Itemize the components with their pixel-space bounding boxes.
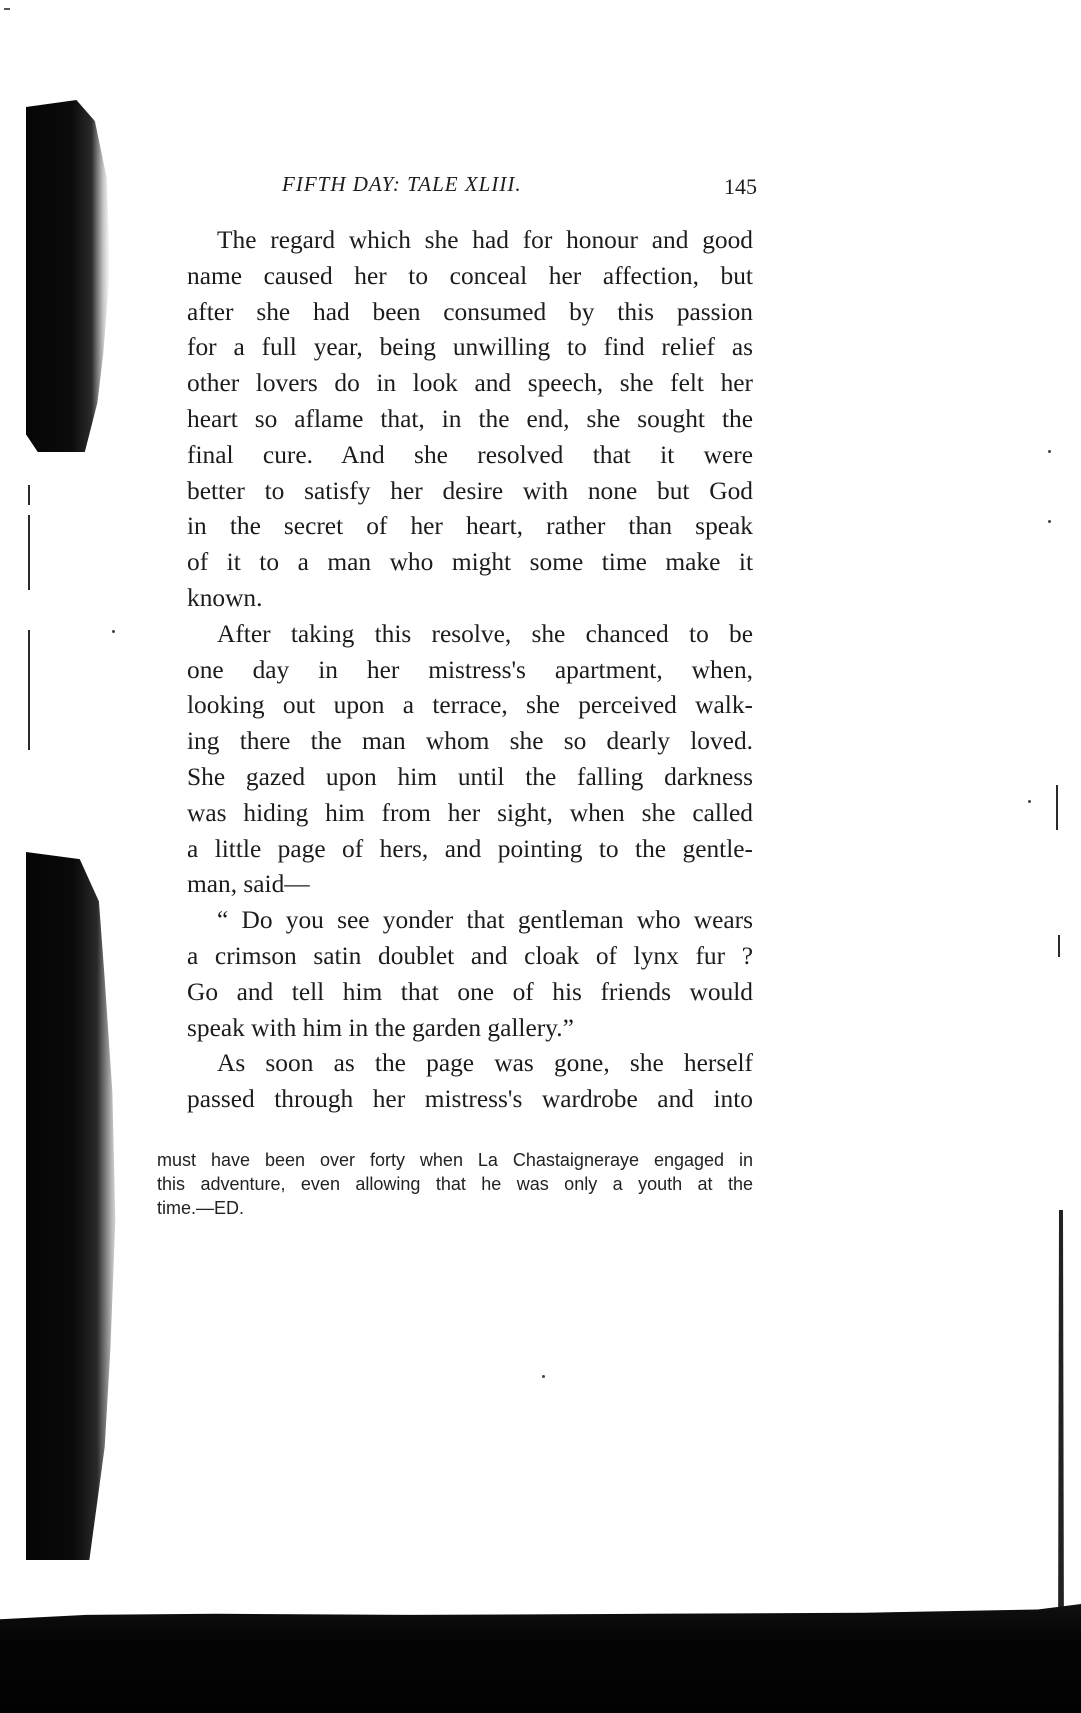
text-line: better to satisfy her desire with none but God <box>187 476 753 505</box>
scan-speck <box>1028 800 1031 803</box>
paragraph <box>157 223 753 617</box>
text-line: known. <box>187 583 263 612</box>
text-line: Go and tell him that one of his friends would <box>187 977 753 1006</box>
text-line: She gazed upon him until the falling darkness <box>187 762 753 791</box>
body-text <box>157 223 753 1118</box>
scan-line <box>28 485 30 505</box>
scan-speck <box>542 1375 545 1378</box>
scan-speck <box>1048 450 1051 453</box>
footnote-line: time.—ED. <box>157 1198 245 1218</box>
text-line: looking out upon a terrace, she perceived walk- <box>187 691 753 720</box>
text-line: The regard which she had for honour and good <box>217 226 753 254</box>
paragraph <box>157 617 753 903</box>
text-line: final cure. And she resolved that it were <box>187 440 753 469</box>
scan-line <box>28 630 30 750</box>
scan-speck <box>112 630 115 633</box>
scan-shadow-right <box>1056 1210 1066 1670</box>
text-line: was hiding him from her sight, when she called <box>187 798 753 827</box>
text-line: After taking this resolve, she chanced to be <box>217 619 753 648</box>
text-line: heart so aflame that, in the end, she sought the <box>187 404 753 433</box>
text-line: of it to a man who might some time make it <box>187 548 753 577</box>
text-line: man, said— <box>187 870 310 899</box>
paragraph <box>157 903 753 1046</box>
text-line: As soon as the page was gone, she herself <box>217 1049 753 1078</box>
footnote <box>157 1148 753 1220</box>
scan-line <box>28 515 30 590</box>
text-line: one day in her mistress's apartment, when, <box>187 655 753 684</box>
page-header <box>157 172 757 212</box>
page-number: 145 <box>724 174 757 199</box>
text-line: speak with him in the garden gallery.” <box>187 1013 574 1042</box>
text-line: other lovers do in look and speech, she felt her <box>187 369 753 398</box>
text-line: a little page of hers, and pointing to the gentle- <box>187 834 753 863</box>
scan-line <box>1058 935 1060 957</box>
scan-shadow-left-lower <box>26 852 122 1560</box>
text-line: name caused her to conceal her affection, but <box>187 261 753 290</box>
scan-shadow-left-upper <box>26 100 110 452</box>
text-line: “ Do you see yonder that gentleman who wears <box>217 906 753 935</box>
scan-shadow-bottom <box>0 1604 1081 1713</box>
scan-mark <box>4 8 10 10</box>
paragraph <box>157 1046 753 1118</box>
text-line: ing there the man whom she so dearly loved. <box>187 727 753 756</box>
scan-speck <box>1048 520 1051 523</box>
text-line: after she had been consumed by this passion <box>187 297 753 326</box>
footnote-line: this adventure, even allowing that he was only a youth at the <box>157 1174 753 1194</box>
text-line: passed through her mistress's wardrobe and into <box>187 1085 753 1114</box>
text-line: in the secret of her heart, rather than speak <box>187 512 753 541</box>
scan-line <box>1056 785 1058 830</box>
text-line: for a full year, being unwilling to find relief as <box>187 333 753 362</box>
running-head: FIFTH DAY: TALE XLIII. <box>282 172 522 196</box>
text-line: a crimson satin doublet and cloak of lynx fur ? <box>187 941 753 970</box>
footnote-line: must have been over forty when La Chastaigneraye engaged in <box>157 1150 753 1170</box>
